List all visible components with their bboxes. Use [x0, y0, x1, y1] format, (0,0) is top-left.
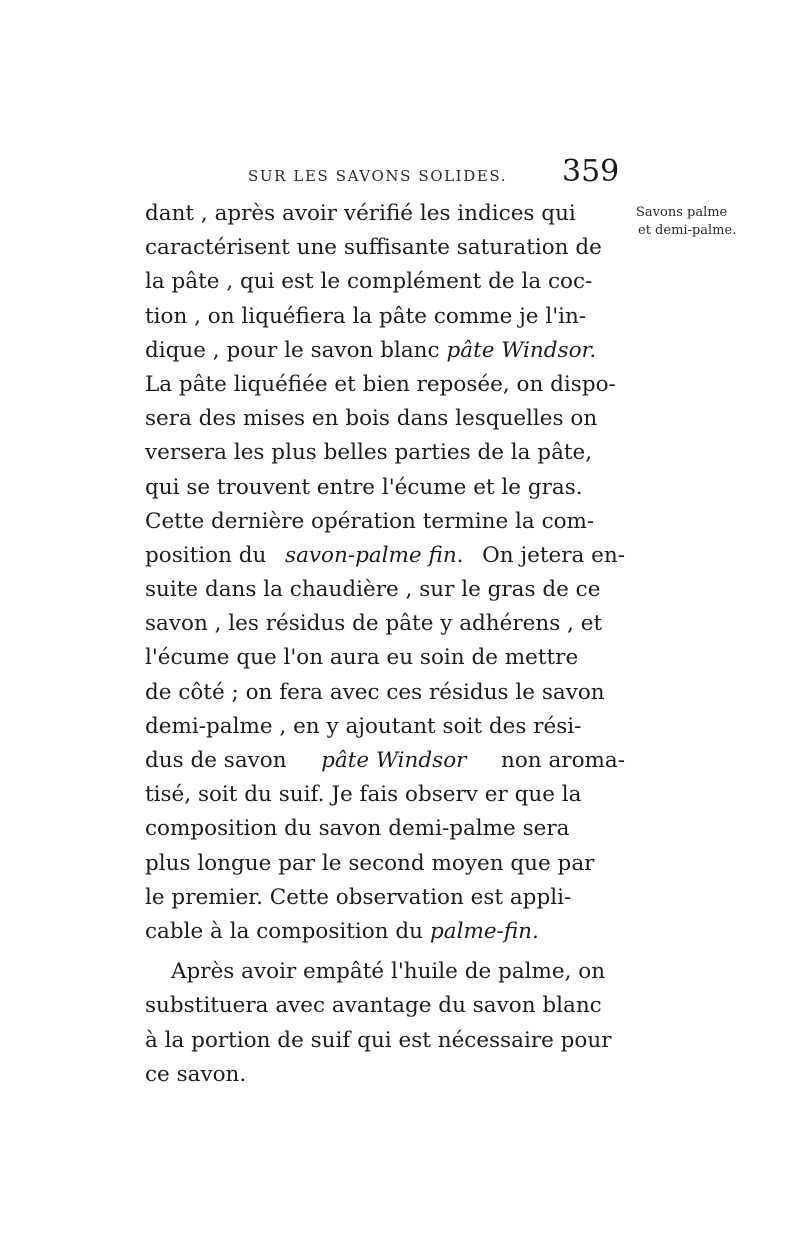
text-span: position du [145, 542, 267, 568]
text-span: cable à la composition du [145, 918, 423, 944]
text-line: caractérisent une suffisante saturation de [145, 235, 602, 261]
text-line: plus longue par le second moyen que par [145, 850, 595, 876]
text-line: savon , les résidus de pâte y adhérens , et [145, 611, 603, 637]
text-line [145, 915, 625, 949]
text-line [145, 334, 625, 368]
text-line: ce savon. [145, 1061, 247, 1087]
body-text [145, 197, 625, 1092]
text-line: demi-palme , en y ajoutant soit des rési- [145, 713, 582, 739]
text-line: qui se trouvent entre l'écume et le gras. [145, 474, 583, 500]
text-line: dant , après avoir vérifié les indices qui [145, 201, 576, 226]
text-span: dus de savon [145, 748, 287, 773]
text-line: substituera avec avantage du savon blanc [145, 993, 602, 1019]
text-span: non aroma- [501, 748, 625, 773]
paragraph-first-line: Après avoir empâté l'huile de palme, on [171, 959, 606, 985]
text-line [145, 744, 625, 778]
text-line: à la portion de suif qui est nécessaire pour [145, 1027, 612, 1053]
text-line: l'écume que l'on aura eu soin de mettre [145, 645, 579, 671]
text-line: versera les plus belles parties de la pâte, [145, 440, 593, 466]
margin-note-line: Savons palme [636, 205, 728, 220]
text-line: de côté ; on fera avec ces résidus le savon [145, 679, 605, 705]
text-span: On jetera en- [482, 542, 625, 568]
italic-term: pâte Windsor [321, 748, 467, 773]
text-line: le premier. Cette observation est appli- [145, 884, 572, 910]
margin-note-line: et demi-palme. [638, 223, 737, 238]
text-span: dique , pour le savon blanc [145, 337, 440, 363]
text-line: suite dans la chaudière , sur le gras de ce [145, 577, 601, 603]
text-line: La pâte liquéfiée et bien reposée, on dispo- [145, 371, 616, 397]
margin-note [636, 204, 786, 240]
text-line: la pâte , qui est le complément de la coc- [145, 269, 593, 295]
text-line [145, 539, 625, 573]
italic-term: savon-palme fin. [285, 542, 464, 568]
text-line: Cette dernière opération termine la com- [145, 508, 595, 534]
running-title: SUR LES SAVONS SOLIDES. [248, 167, 508, 185]
italic-term: pâte Windsor. [446, 337, 597, 363]
italic-term: palme-fin. [429, 918, 539, 944]
text-line: tion , on liquéfiera la pâte comme je l'in- [145, 303, 587, 329]
text-line: composition du savon demi-palme sera [145, 816, 570, 842]
page-number: 359 [562, 154, 620, 189]
text-line: tisé, soit du suif. Je fais observ er que la [145, 782, 582, 808]
text-line: sera des mises en bois dans lesquelles on [145, 406, 598, 432]
